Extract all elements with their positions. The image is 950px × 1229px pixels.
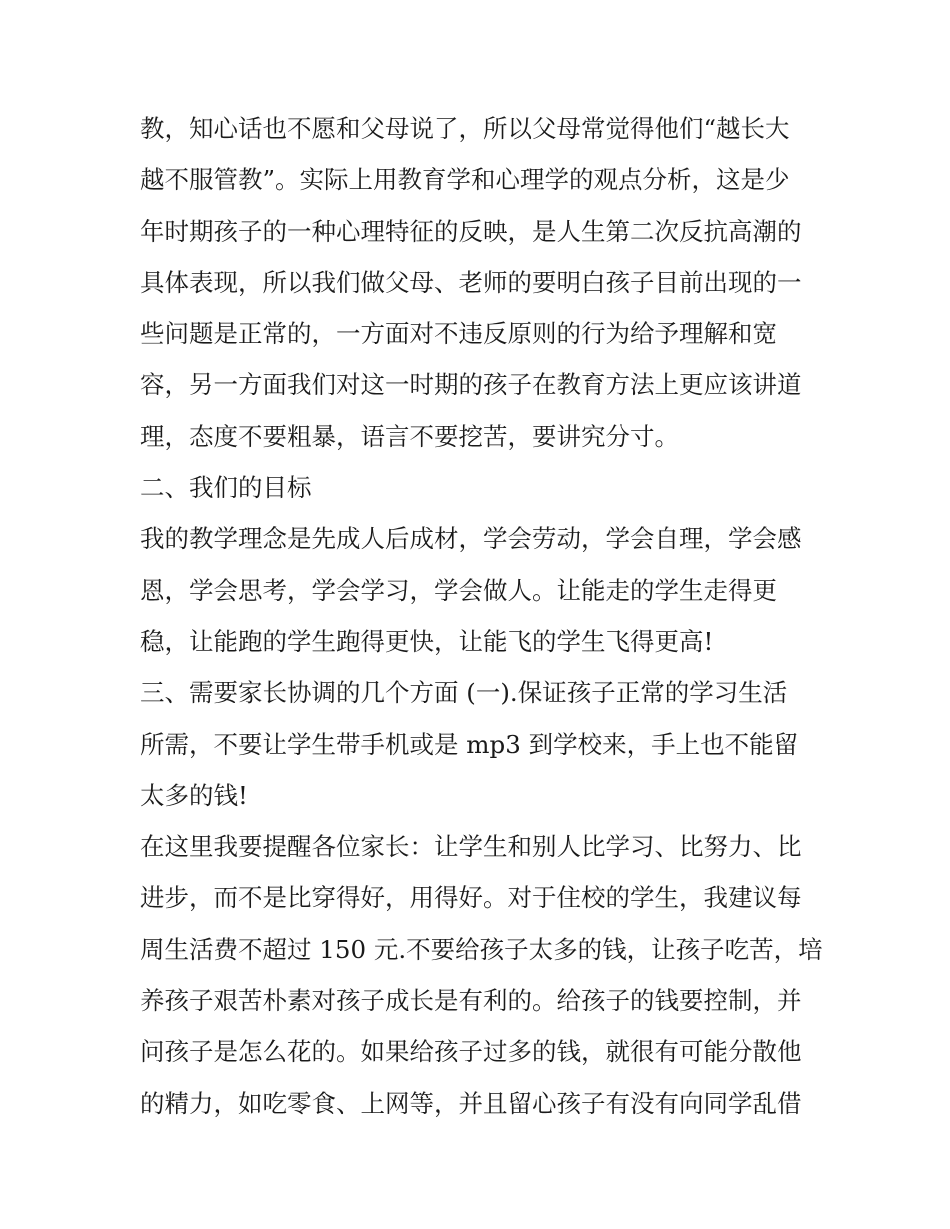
text-line: 具体表现，所以我们做父母、老师的要明白孩子目前出现的一: [140, 267, 802, 297]
text-line: 进步，而不是比穿得好，用得好。对于住校的学生，我建议每: [140, 883, 802, 913]
text-line: 问孩子是怎么花的。如果给孩子过多的钱，就很有可能分散他: [140, 1037, 802, 1067]
section-heading: 三、需要家长协调的几个方面 (一).保证孩子正常的学习生活: [140, 678, 788, 708]
text-line: 所需，不要让学生带手机或是 mp3 到学校来，手上也不能留: [140, 729, 799, 759]
text-line: 稳，让能跑的学生跑得更快，让能飞的学生飞得更高!: [140, 626, 714, 656]
body-text: [140, 103, 823, 1129]
text-line: 些问题是正常的，一方面对不违反原则的行为给予理解和宽: [140, 319, 777, 349]
text-line: 恩，学会思考，学会学习，学会做人。让能走的学生走得更: [140, 575, 777, 605]
text-line: 太多的钱!: [140, 780, 248, 810]
section-heading: 二、我们的目标: [140, 473, 312, 503]
text-line: 周生活费不超过 150 元.不要给孩子太多的钱，让孩子吃苦，培: [140, 934, 823, 964]
text-line: 教，知心话也不愿和父母说了，所以父母常觉得他们“越长大: [140, 114, 790, 143]
text-line: 养孩子艰苦朴素对孩子成长是有利的。给孩子的钱要控制，并: [140, 986, 802, 1016]
text-line: 越不服管教”。实际上用教育学和心理学的观点分析，这是少: [140, 165, 790, 195]
text-line: 理，态度不要粗暴，语言不要挖苦，要讲究分寸。: [140, 421, 679, 451]
text-line: 我的教学理念是先成人后成材，学会劳动，学会自理，学会感: [140, 524, 802, 554]
text-line: 的精力，如吃零食、上网等，并且留心孩子有没有向同学乱借: [140, 1088, 802, 1118]
text-line: 容，另一方面我们对这一时期的孩子在教育方法上更应该讲道: [140, 370, 802, 400]
text-line: 在这里我要提醒各位家长：让学生和别人比学习、比努力、比: [140, 832, 802, 862]
text-line: 年时期孩子的一种心理特征的反映，是人生第二次反抗高潮的: [140, 216, 802, 246]
